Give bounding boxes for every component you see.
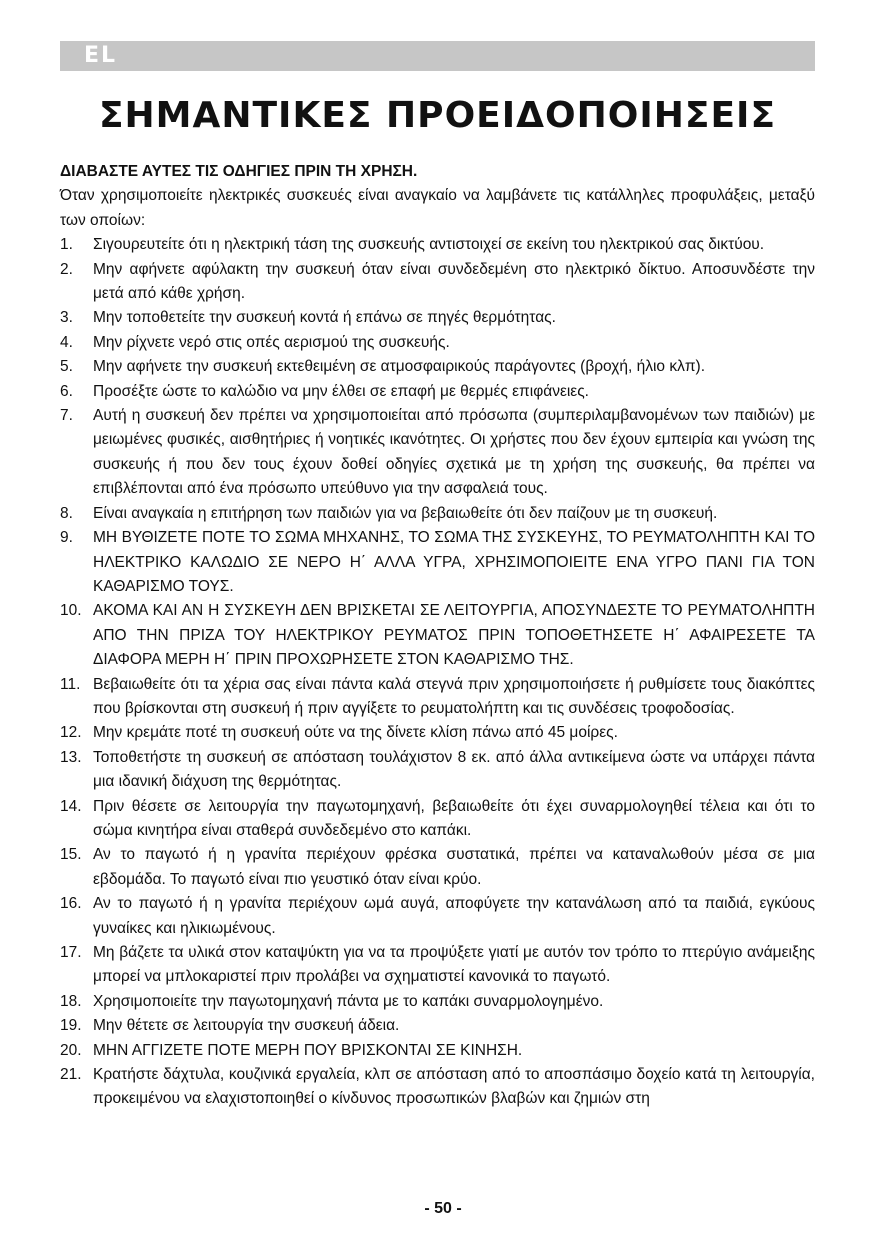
warning-item-text: Αυτή η συσκευή δεν πρέπει να χρησιμοποιείται από πρόσωπα (συμπεριλαμβανομένων των παιδιών) με μειωμένες φυσικές, αισθητήριες ή νοητικές ικανότητες. Οι χρήστες που δεν έχουν εμπειρία και γνώση της συσκευής ή που δεν τους έχουν δοθεί οδηγίες σχετικά με τη χρήση της συσκευής, θα πρέπει να επιβλέπονται από ένα πρόσωπο υπεύθυνο για την ασφαλειά τους. (93, 407, 815, 498)
warning-item-number: 5. (60, 358, 73, 376)
warning-item-text: Κρατήστε δάχτυλα, κουζινικά εργαλεία, κλπ σε απόσταση από το αποσπάσιμο δοχείο κατά τη λειτουργία, προκειμένου να ελαχιστοποιηθεί ο κίνδυνος προσωπικών βλαβών και ζημιών στη (93, 1066, 815, 1108)
warning-item-text: Αν το παγωτό ή η γρανίτα περιέχουν φρέσκα συστατικά, πρέπει να καταναλωθούν μέσα σε μια εβδομάδα. Το παγωτό είναι πιο γευστικό όταν είναι κρύο. (93, 846, 815, 888)
warning-item (60, 306, 815, 330)
warning-item (60, 795, 815, 844)
warning-item-number: 11. (60, 675, 81, 693)
warning-item (60, 599, 815, 672)
warnings-list (60, 233, 815, 1112)
language-header-bar (60, 41, 815, 71)
warning-item-text: Μην κρεμάτε ποτέ τη συσκευή ούτε να της δίνετε κλίση πάνω από 45 μοίρες. (93, 724, 618, 742)
warning-item (60, 526, 815, 599)
warning-item-text: Βεβαιωθείτε ότι τα χέρια σας είναι πάντα καλά στεγνά πριν χρησιμοποιήσετε ή ρυθμίσετε τους διακόπτες που βρίσκονται στη συσκευή ή πριν αγγίξετε το ρευματολήπτη και τις συνδέσεις τροφοδοσίας. (93, 675, 815, 717)
warning-item (60, 673, 815, 722)
warning-item-number: 7. (60, 407, 73, 425)
warning-item-text: Είναι αναγκαία η επιτήρηση των παιδιών για να βεβαιωθείτε ότι δεν παίζουν με τη συσκευή. (93, 504, 718, 522)
warning-item-text: Μην ρίχνετε νερό στις οπές αερισμού της συσκευής. (93, 333, 450, 351)
warning-item-number: 21. (60, 1066, 82, 1084)
warning-item-number: 13. (60, 748, 82, 766)
warning-item-number: 9. (60, 529, 73, 547)
warning-item-number: 1. (60, 236, 73, 254)
page-number: - 50 - (424, 1200, 462, 1217)
warning-item-text: Τοποθετήστε τη συσκευή σε απόσταση τουλάχιστον 8 εκ. από άλλα αντικείμενα ώστε να υπάρχει πάντα μια ιδανική διάχυση της θερμότητας. (93, 748, 815, 791)
warning-item (60, 1063, 815, 1112)
warning-item-number: 15. (60, 846, 82, 864)
warning-item (60, 990, 815, 1014)
warning-item-number: 16. (60, 895, 82, 913)
warning-item-number: 19. (60, 1017, 82, 1035)
warning-item (60, 746, 815, 795)
warning-item-text: Μην θέτετε σε λειτουργία την συσκευή άδεια. (93, 1017, 400, 1035)
page-title: ΣΗΜΑΝΤΙΚΕΣ ΠΡΟΕΙΔΟΠΟΙΗΣΕΙΣ (98, 95, 777, 136)
warning-item-number: 18. (60, 992, 82, 1010)
warning-item-number: 12. (60, 724, 82, 742)
warning-item-number: 6. (60, 382, 73, 400)
warning-item (60, 892, 815, 941)
warning-item-text: ΜΗ ΒΥΘΙΖΕΤΕ ΠΟΤΕ ΤΟ ΣΩΜΑ ΜΗΧΑΝΗΣ, ΤΟ ΣΩΜΑ ΤΗΣ ΣΥΣΚΕΥΗΣ, ΤΟ ΡΕΥΜΑΤΟΛΗΠΤΗ ΚΑΙ ΤΟ ΗΛΕΚΤΡΙΚΟ ΚΑΛΩΔΙΟ ΣΕ ΝΕΡΟ Η΄ ΑΛΛΑ ΥΓΡΑ, ΧΡΗΣΙΜΟΠΟΙΕΙΤΕ ΕΝΑ ΥΓΡΟ ΠΑΝΙ ΓΙΑ ΤΟΝ ΚΑΘΑΡΙΣΜΟ ΤΟΥΣ. (93, 529, 815, 595)
warning-item (60, 1039, 815, 1063)
warning-item-text: Πριν θέσετε σε λειτουργία την παγωτομηχανή, βεβαιωθείτε ότι έχει συναρμολογηθεί τέλεια και ότι το σώμα κινητήρα είναι σταθερά συνδεδεμένο στο καπάκι. (93, 797, 815, 839)
document-body (60, 160, 815, 1112)
warning-item-text: Μην αφήνετε την συσκευή εκτεθειμένη σε ατμοσφαιρικούς παράγοντες (βροχή, ήλιο κλπ). (93, 358, 706, 376)
warning-item-number: 8. (60, 504, 73, 522)
warning-item-number: 14. (60, 797, 82, 815)
warning-item-number: 20. (60, 1041, 82, 1059)
warning-item (60, 843, 815, 892)
warning-item (60, 331, 815, 355)
warning-item (60, 355, 815, 379)
warning-item (60, 404, 815, 502)
warning-item-text: Χρησιμοποιείτε την παγωτομηχανή πάντα με το καπάκι συναρμολογημένο. (93, 992, 604, 1010)
warning-item-number: 3. (60, 309, 73, 327)
warning-item-number: 10. (60, 602, 82, 620)
warning-item-text: ΜΗΝ ΑΓΓΙΖΕΤΕ ΠΟΤΕ ΜΕΡΗ ΠΟΥ ΒΡΙΣΚΟΝΤΑΙ ΣΕ ΚΙΝΗΣΗ. (93, 1041, 523, 1059)
warning-item (60, 1014, 815, 1038)
warning-item (60, 258, 815, 307)
warning-item (60, 941, 815, 990)
warning-item-text: Σιγουρευτείτε ότι η ηλεκτρική τάση της συσκευής αντιστοιχεί σε εκείνη του ηλεκτρικού σας δικτύου. (93, 236, 765, 254)
warning-item (60, 502, 815, 526)
warning-item-text: Μην τοποθετείτε την συσκευή κοντά ή επάνω σε πηγές θερμότητας. (93, 309, 556, 327)
warning-item-text: ΑΚΟΜΑ ΚΑΙ ΑΝ Η ΣΥΣΚΕΥΗ ΔΕΝ ΒΡΙΣΚΕΤΑΙ ΣΕ ΛΕΙΤΟΥΡΓΙΑ, ΑΠΟΣΥΝΔΕΣΤΕ ΤΟ ΡΕΥΜΑΤΟΛΗΠΤΗ ΑΠΟ ΤΗΝ ΠΡΙΖΑ ΤΟΥ ΗΛΕΚΤΡΙΚΟΥ ΡΕΥΜΑΤΟΣ ΠΡΙΝ ΤΟΠΟΘΕΤΗΣΕΤΕ Η΄ ΑΦΑΙΡΕΣΕΤΕ ΤΑ ΔΙΑΦΟΡΑ ΜΕΡΗ Η΄ ΠΡΙΝ ΠΡΟΧΩΡΗΣΕΤΕ ΣΤΟΝ ΚΑΘΑΡΙΣΜΟ ΤΗΣ. (93, 602, 815, 669)
intro-paragraph: Όταν χρησιμοποιείτε ηλεκτρικές συσκευές είναι αναγκαίο να λαμβάνετε τις κατάλληλες προφυλάξεις, μεταξύ των οποίων: (60, 187, 815, 229)
warning-item-text: Προσέξτε ώστε το καλώδιο να μην έλθει σε επαφή με θερμές επιφάνειες. (93, 382, 589, 400)
warning-item-text: Μη βάζετε τα υλικά στον καταψύκτη για να τα προψύξετε γιατί με αυτόν τον τρόπο το πτερύγιο ανάμειξης μπορεί να μπλοκαριστεί πριν προλάβει να σχηματιστεί κανονικά το παγωτό. (93, 944, 815, 986)
warning-item (60, 380, 815, 404)
warning-item (60, 721, 815, 745)
language-code: EL (84, 43, 118, 68)
warning-item-number: 4. (60, 333, 73, 351)
warning-item-text: Μην αφήνετε αφύλακτη την συσκευή όταν είναι συνδεδεμένη στο ηλεκτρικό δίκτυο. Αποσυνδέστε την μετά από κάθε χρήση. (93, 260, 815, 303)
instructions-subtitle: ΔΙΑΒΑΣΤΕ ΑΥΤΕΣ ΤΙΣ ΟΔΗΓΙΕΣ ΠΡΙΝ ΤΗ ΧΡΗΣΗ. (60, 163, 418, 180)
warning-item-text: Αν το παγωτό ή η γρανίτα περιέχουν ωμά αυγά, αποφύγετε την κατανάλωση από τα παιδιά, εγκύους γυναίκες και ηλικιωμένους. (93, 895, 815, 937)
warning-item-number: 17. (60, 944, 82, 961)
warning-item-number: 2. (60, 260, 73, 278)
warning-item (60, 233, 815, 257)
